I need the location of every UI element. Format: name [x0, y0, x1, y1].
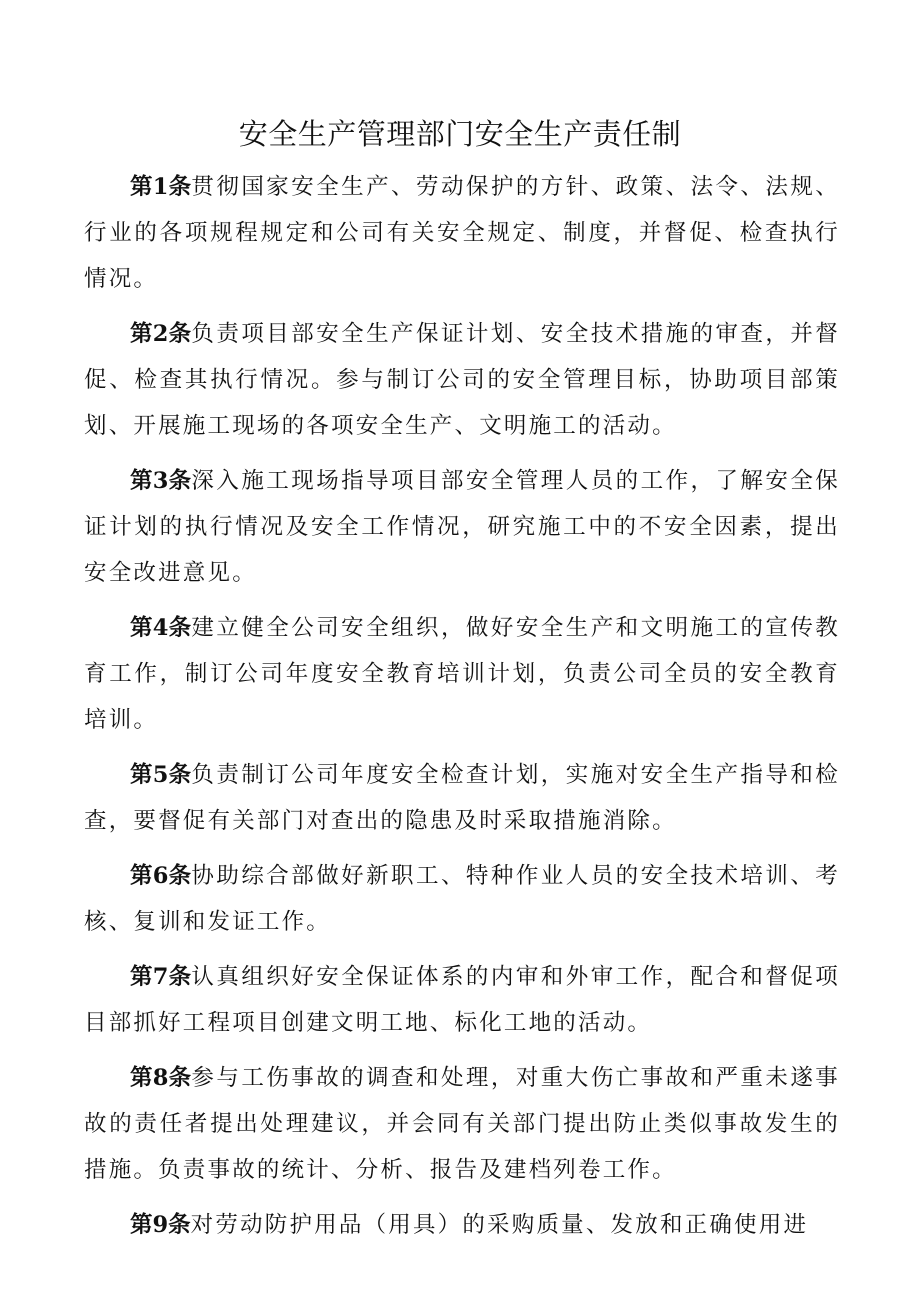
article-number: 第4条: [130, 615, 192, 641]
article-number: 第7条: [130, 964, 192, 990]
article-text: 参与工伤事故的调查和处理，对重大伤亡事故和严重未遂事故的责任者提出处理建议，并会同有关部门提出防止类似事故发生的措施。负责事故的统计、分析、报告及建档列卷工作。: [84, 1065, 840, 1183]
article-text: 对劳动防护用品（用具）的采购质量、发放和正确使用进: [190, 1212, 809, 1238]
article-4: [84, 605, 840, 743]
article-9: [84, 1202, 840, 1248]
article-text: 负责制订公司年度安全检查计划，实施对安全生产指导和检查，要督促有关部门对查出的隐患及时采取措施消除。: [84, 762, 840, 834]
article-1: [84, 164, 840, 302]
article-number: 第2条: [130, 321, 192, 347]
article-number: 第9条: [130, 1212, 191, 1238]
article-number: 第5条: [130, 762, 192, 788]
article-number: 第6条: [130, 863, 192, 889]
document-body: [84, 164, 840, 1248]
article-text: 协助综合部做好新职工、特种作业人员的安全技术培训、考核、复训和发证工作。: [84, 863, 840, 935]
article-text: 贯彻国家安全生产、劳动保护的方针、政策、法令、法规、行业的各项规程规定和公司有关安全规定、制度，并督促、检查执行情况。: [84, 174, 840, 292]
document-title: 安全生产管理部门安全生产责任制: [238, 117, 682, 151]
article-5: [84, 752, 840, 844]
article-6: [84, 853, 840, 945]
article-3: [84, 458, 840, 596]
article-number: 第1条: [130, 174, 192, 200]
article-2: [84, 311, 840, 449]
article-number: 第8条: [130, 1065, 192, 1091]
article-number: 第3条: [130, 468, 192, 494]
article-text: 认真组织好安全保证体系的内审和外审工作，配合和督促项目部抓好工程项目创建文明工地、标化工地的活动。: [84, 964, 840, 1036]
article-text: 建立健全公司安全组织，做好安全生产和文明施工的宣传教育工作，制订公司年度安全教育培训计划，负责公司全员的安全教育培训。: [84, 615, 840, 733]
article-text: 深入施工现场指导项目部安全管理人员的工作，了解安全保证计划的执行情况及安全工作情况，研究施工中的不安全因素，提出安全改进意见。: [84, 468, 840, 586]
article-text: 负责项目部安全生产保证计划、安全技术措施的审查，并督促、检查其执行情况。参与制订公司的安全管理目标，协助项目部策划、开展施工现场的各项安全生产、文明施工的活动。: [84, 321, 840, 439]
article-8: [84, 1055, 840, 1193]
article-7: [84, 954, 840, 1046]
